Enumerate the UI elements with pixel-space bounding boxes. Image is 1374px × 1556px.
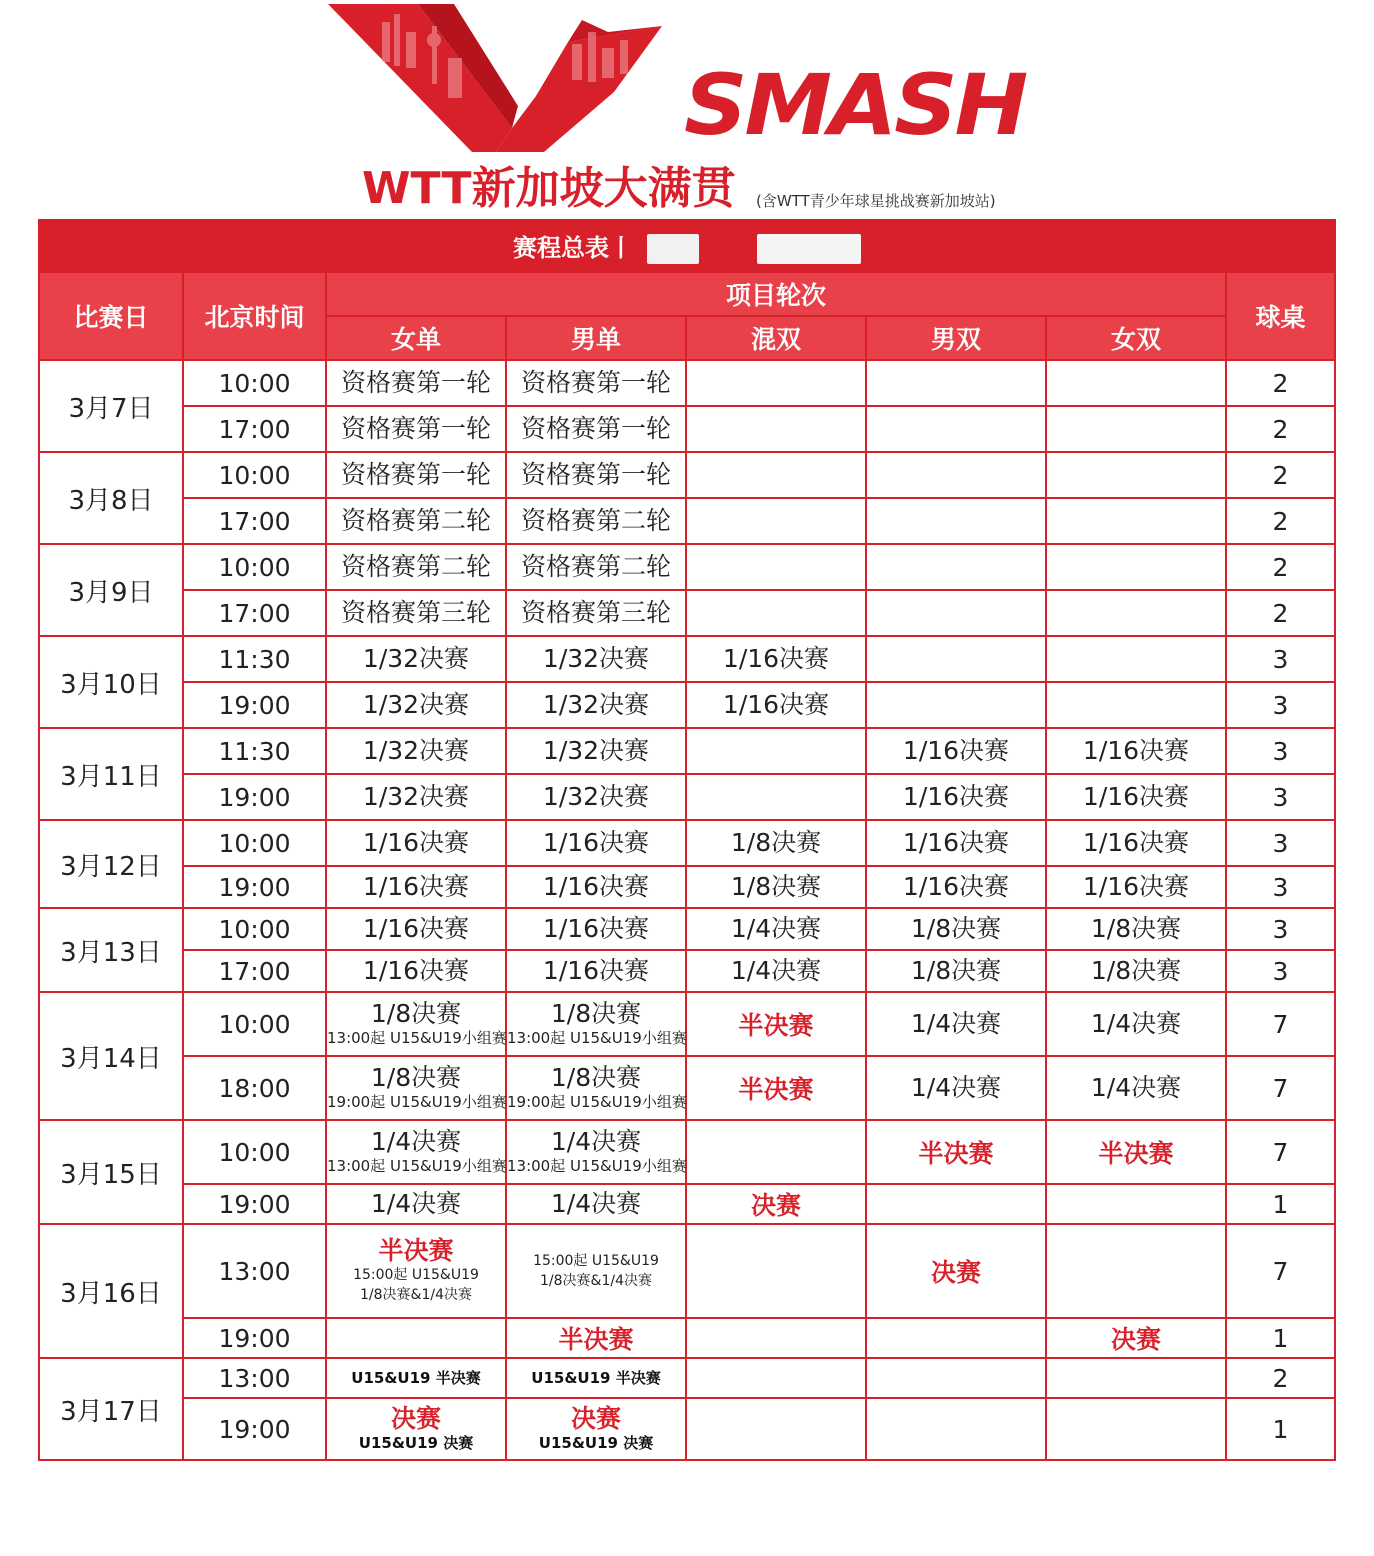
xd-cell	[686, 1120, 866, 1184]
ws-cell	[326, 1224, 506, 1318]
table-row	[39, 820, 1335, 866]
xd-cell: 决赛	[686, 1184, 866, 1224]
tables-cell: 2	[1226, 544, 1335, 590]
time-cell: 10:00	[183, 360, 326, 406]
date-cell: 3月7日	[39, 360, 183, 452]
youth-note: 13:00起 U15&U19小组赛	[327, 1029, 507, 1047]
tables-cell: 7	[1226, 992, 1335, 1056]
table-row	[39, 682, 1335, 728]
time-cell: 10:00	[183, 992, 326, 1056]
ms-cell: 资格赛第三轮	[506, 590, 686, 636]
md-cell	[866, 406, 1046, 452]
date-cell: 3月13日	[39, 908, 183, 992]
wd-cell: 半决赛	[1046, 1120, 1226, 1184]
xd-cell	[686, 1398, 866, 1460]
table-row	[39, 1398, 1335, 1460]
ms-cell	[506, 1398, 686, 1460]
tables-cell: 7	[1226, 1120, 1335, 1184]
tables-cell: 3	[1226, 820, 1335, 866]
ms-cell: 1/16决赛	[506, 866, 686, 908]
youth-note: U15&U19 决赛	[538, 1434, 654, 1452]
ws-round: 决赛	[390, 1404, 441, 1433]
header-events-group: 项目轮次	[326, 272, 1226, 316]
ms-cell: 1/16决赛	[506, 820, 686, 866]
table-row	[39, 636, 1335, 682]
youth-note: 19:00起 U15&U19小组赛	[507, 1093, 687, 1111]
tables-cell: 1	[1226, 1398, 1335, 1460]
md-cell	[866, 1184, 1046, 1224]
table-row	[39, 360, 1335, 406]
md-cell	[866, 452, 1046, 498]
md-cell: 1/4决赛	[866, 1056, 1046, 1120]
ws-round: 1/8决赛	[370, 999, 462, 1028]
table-row	[39, 1184, 1335, 1224]
tables-cell: 3	[1226, 866, 1335, 908]
youth-note: 13:00起 U15&U19小组赛	[507, 1157, 687, 1175]
wd-cell: 决赛	[1046, 1318, 1226, 1358]
md-cell: 1/16决赛	[866, 728, 1046, 774]
date-cell: 3月12日	[39, 820, 183, 908]
ms-cell	[506, 1224, 686, 1318]
tables-cell: 3	[1226, 908, 1335, 950]
schedule-banner	[39, 220, 1335, 272]
ms-cell: 1/16决赛	[506, 950, 686, 992]
wd-cell: 1/8决赛	[1046, 908, 1226, 950]
schedule-table	[38, 219, 1336, 1461]
time-cell: 17:00	[183, 406, 326, 452]
table-row	[39, 406, 1335, 452]
wd-cell: 1/8决赛	[1046, 950, 1226, 992]
xd-cell	[686, 452, 866, 498]
ms-cell: 1/32决赛	[506, 774, 686, 820]
ms-cell: 1/16决赛	[506, 908, 686, 950]
time-cell: 17:00	[183, 950, 326, 992]
md-cell: 1/4决赛	[866, 992, 1046, 1056]
time-cell: 19:00	[183, 1318, 326, 1358]
ms-cell: 1/32决赛	[506, 682, 686, 728]
tables-cell: 2	[1226, 360, 1335, 406]
time-cell: 10:00	[183, 544, 326, 590]
ms-round: 1/8决赛	[550, 1063, 642, 1092]
table-row	[39, 498, 1335, 544]
tables-cell: 2	[1226, 452, 1335, 498]
ms-cell: 资格赛第一轮	[506, 452, 686, 498]
table-row	[39, 1318, 1335, 1358]
time-cell: 19:00	[183, 774, 326, 820]
table-row	[39, 728, 1335, 774]
wd-cell	[1046, 636, 1226, 682]
header-event-ms: 男单	[506, 316, 686, 360]
table-row	[39, 950, 1335, 992]
ws-cell	[326, 992, 506, 1056]
redacted-mask	[647, 234, 699, 264]
xd-cell: 半决赛	[686, 1056, 866, 1120]
time-cell: 10:00	[183, 908, 326, 950]
md-cell	[866, 360, 1046, 406]
ws-cell	[326, 1056, 506, 1120]
ms-round: 决赛	[570, 1404, 621, 1433]
ws-cell	[326, 1358, 506, 1398]
ws-cell	[326, 1398, 506, 1460]
wd-cell	[1046, 682, 1226, 728]
md-cell	[866, 682, 1046, 728]
table-row	[39, 1358, 1335, 1398]
xd-cell: 1/4决赛	[686, 950, 866, 992]
table-row	[39, 774, 1335, 820]
youth-note: U15&U19 半决赛	[351, 1369, 481, 1387]
table-row	[39, 1224, 1335, 1318]
time-cell: 11:30	[183, 636, 326, 682]
wd-cell: 1/16决赛	[1046, 820, 1226, 866]
wd-cell	[1046, 360, 1226, 406]
date-cell: 3月11日	[39, 728, 183, 820]
youth-note: 15:00起 U15&U19	[533, 1253, 659, 1269]
table-row	[39, 992, 1335, 1056]
table-row	[39, 866, 1335, 908]
time-cell: 10:00	[183, 1120, 326, 1184]
time-cell: 19:00	[183, 866, 326, 908]
md-cell	[866, 544, 1046, 590]
xd-cell: 1/8决赛	[686, 866, 866, 908]
ms-cell: 资格赛第一轮	[506, 406, 686, 452]
ms-cell	[506, 1358, 686, 1398]
ms-cell: 资格赛第一轮	[506, 360, 686, 406]
ws-cell: 资格赛第二轮	[326, 544, 506, 590]
page-title: WTT新加坡大满贯	[362, 163, 736, 214]
date-cell: 3月9日	[39, 544, 183, 636]
wd-cell	[1046, 406, 1226, 452]
md-cell	[866, 636, 1046, 682]
tables-cell: 1	[1226, 1184, 1335, 1224]
wd-cell: 1/16决赛	[1046, 774, 1226, 820]
ms-cell	[506, 1056, 686, 1120]
ms-cell: 1/32决赛	[506, 728, 686, 774]
ms-cell	[506, 992, 686, 1056]
ms-round: 1/8决赛	[550, 999, 642, 1028]
md-cell: 决赛	[866, 1224, 1046, 1318]
tables-cell: 2	[1226, 1358, 1335, 1398]
header-event-md: 男双	[866, 316, 1046, 360]
youth-note: 13:00起 U15&U19小组赛	[507, 1029, 687, 1047]
wtt-logo	[322, 2, 666, 158]
xd-cell	[686, 728, 866, 774]
wd-cell	[1046, 1184, 1226, 1224]
ws-cell: 1/16决赛	[326, 820, 506, 866]
ws-cell: 1/32决赛	[326, 774, 506, 820]
youth-note: 19:00起 U15&U19小组赛	[327, 1093, 507, 1111]
ws-cell: 1/32决赛	[326, 682, 506, 728]
table-row	[39, 1056, 1335, 1120]
date-cell: 3月8日	[39, 452, 183, 544]
time-cell: 10:00	[183, 452, 326, 498]
time-cell: 19:00	[183, 682, 326, 728]
youth-note: 1/8决赛&1/4决赛	[540, 1273, 652, 1289]
ws-cell: 资格赛第一轮	[326, 406, 506, 452]
xd-cell	[686, 544, 866, 590]
xd-cell: 半决赛	[686, 992, 866, 1056]
ms-cell: 半决赛	[506, 1318, 686, 1358]
md-cell	[866, 590, 1046, 636]
ms-cell: 资格赛第二轮	[506, 498, 686, 544]
ws-cell	[326, 1318, 506, 1358]
wd-cell	[1046, 498, 1226, 544]
wd-cell	[1046, 544, 1226, 590]
ms-cell: 1/32决赛	[506, 636, 686, 682]
table-row	[39, 908, 1335, 950]
tables-cell: 3	[1226, 636, 1335, 682]
date-cell: 3月17日	[39, 1358, 183, 1460]
ms-cell: 资格赛第二轮	[506, 544, 686, 590]
wd-cell	[1046, 1358, 1226, 1398]
header-event-ws: 女单	[326, 316, 506, 360]
redacted-mask	[757, 234, 861, 264]
date-cell: 3月15日	[39, 1120, 183, 1224]
youth-note: 1/8决赛&1/4决赛	[360, 1287, 472, 1303]
tables-cell: 3	[1226, 682, 1335, 728]
youth-note: 13:00起 U15&U19小组赛	[327, 1157, 507, 1175]
time-cell: 19:00	[183, 1398, 326, 1460]
wd-cell	[1046, 1224, 1226, 1318]
md-cell	[866, 1358, 1046, 1398]
table-row	[39, 1120, 1335, 1184]
xd-cell: 1/8决赛	[686, 820, 866, 866]
ws-cell: 1/16决赛	[326, 866, 506, 908]
ws-round: 1/8决赛	[370, 1063, 462, 1092]
tables-cell: 2	[1226, 590, 1335, 636]
xd-cell	[686, 406, 866, 452]
ms-cell: 1/4决赛	[506, 1184, 686, 1224]
ws-cell: 1/16决赛	[326, 950, 506, 992]
date-cell: 3月14日	[39, 992, 183, 1120]
table-row	[39, 452, 1335, 498]
ws-cell: 1/4决赛	[326, 1184, 506, 1224]
xd-cell	[686, 1358, 866, 1398]
md-cell: 半决赛	[866, 1120, 1046, 1184]
ws-cell: 1/32决赛	[326, 728, 506, 774]
ms-round: 1/4决赛	[550, 1127, 642, 1156]
ws-cell: 资格赛第二轮	[326, 498, 506, 544]
youth-note: 15:00起 U15&U19	[353, 1267, 479, 1283]
time-cell: 17:00	[183, 498, 326, 544]
xd-cell	[686, 590, 866, 636]
tables-cell: 2	[1226, 498, 1335, 544]
ws-round: 半决赛	[378, 1236, 454, 1265]
md-cell: 1/16决赛	[866, 820, 1046, 866]
ms-cell	[506, 1120, 686, 1184]
smash-logo	[684, 56, 1054, 154]
page-subtitle: (含WTT青少年球星挑战赛新加坡站)	[756, 192, 996, 210]
header-time: 北京时间	[183, 272, 326, 360]
wd-cell	[1046, 590, 1226, 636]
time-cell: 17:00	[183, 590, 326, 636]
youth-note: U15&U19 半决赛	[531, 1369, 661, 1387]
time-cell: 18:00	[183, 1056, 326, 1120]
wd-cell	[1046, 1398, 1226, 1460]
xd-cell	[686, 498, 866, 544]
xd-cell	[686, 1318, 866, 1358]
header-tables: 球桌	[1226, 272, 1335, 360]
tables-cell: 1	[1226, 1318, 1335, 1358]
tables-cell: 7	[1226, 1224, 1335, 1318]
time-cell: 19:00	[183, 1184, 326, 1224]
md-cell	[866, 498, 1046, 544]
wd-cell	[1046, 452, 1226, 498]
date-cell: 3月16日	[39, 1224, 183, 1358]
youth-note: U15&U19 决赛	[358, 1434, 474, 1452]
md-cell: 1/16决赛	[866, 866, 1046, 908]
xd-cell	[686, 1224, 866, 1318]
md-cell	[866, 1318, 1046, 1358]
tables-cell: 3	[1226, 774, 1335, 820]
ws-cell: 1/16决赛	[326, 908, 506, 950]
md-cell: 1/8决赛	[866, 908, 1046, 950]
wd-cell: 1/4决赛	[1046, 992, 1226, 1056]
time-cell: 10:00	[183, 820, 326, 866]
smash-logo-text: SMASH	[684, 56, 1026, 154]
tables-cell: 3	[1226, 950, 1335, 992]
md-cell	[866, 1398, 1046, 1460]
header-date: 比赛日	[39, 272, 183, 360]
xd-cell: 1/4决赛	[686, 908, 866, 950]
tables-cell: 7	[1226, 1056, 1335, 1120]
ws-cell: 资格赛第一轮	[326, 360, 506, 406]
ws-cell: 资格赛第三轮	[326, 590, 506, 636]
md-cell: 1/16决赛	[866, 774, 1046, 820]
ws-cell	[326, 1120, 506, 1184]
xd-cell: 1/16决赛	[686, 682, 866, 728]
table-row	[39, 590, 1335, 636]
xd-cell	[686, 774, 866, 820]
header-event-wd: 女双	[1046, 316, 1226, 360]
schedule-banner-text: 赛程总表丨	[513, 234, 633, 262]
header-event-xd: 混双	[686, 316, 866, 360]
xd-cell: 1/16决赛	[686, 636, 866, 682]
wd-cell: 1/16决赛	[1046, 866, 1226, 908]
tables-cell: 3	[1226, 728, 1335, 774]
ws-round: 1/4决赛	[370, 1127, 462, 1156]
time-cell: 11:30	[183, 728, 326, 774]
tables-cell: 2	[1226, 406, 1335, 452]
time-cell: 13:00	[183, 1224, 326, 1318]
table-row	[39, 544, 1335, 590]
date-cell: 3月10日	[39, 636, 183, 728]
xd-cell	[686, 360, 866, 406]
ws-cell: 1/32决赛	[326, 636, 506, 682]
wd-cell: 1/16决赛	[1046, 728, 1226, 774]
md-cell: 1/8决赛	[866, 950, 1046, 992]
time-cell: 13:00	[183, 1358, 326, 1398]
wd-cell: 1/4决赛	[1046, 1056, 1226, 1120]
ws-cell: 资格赛第一轮	[326, 452, 506, 498]
